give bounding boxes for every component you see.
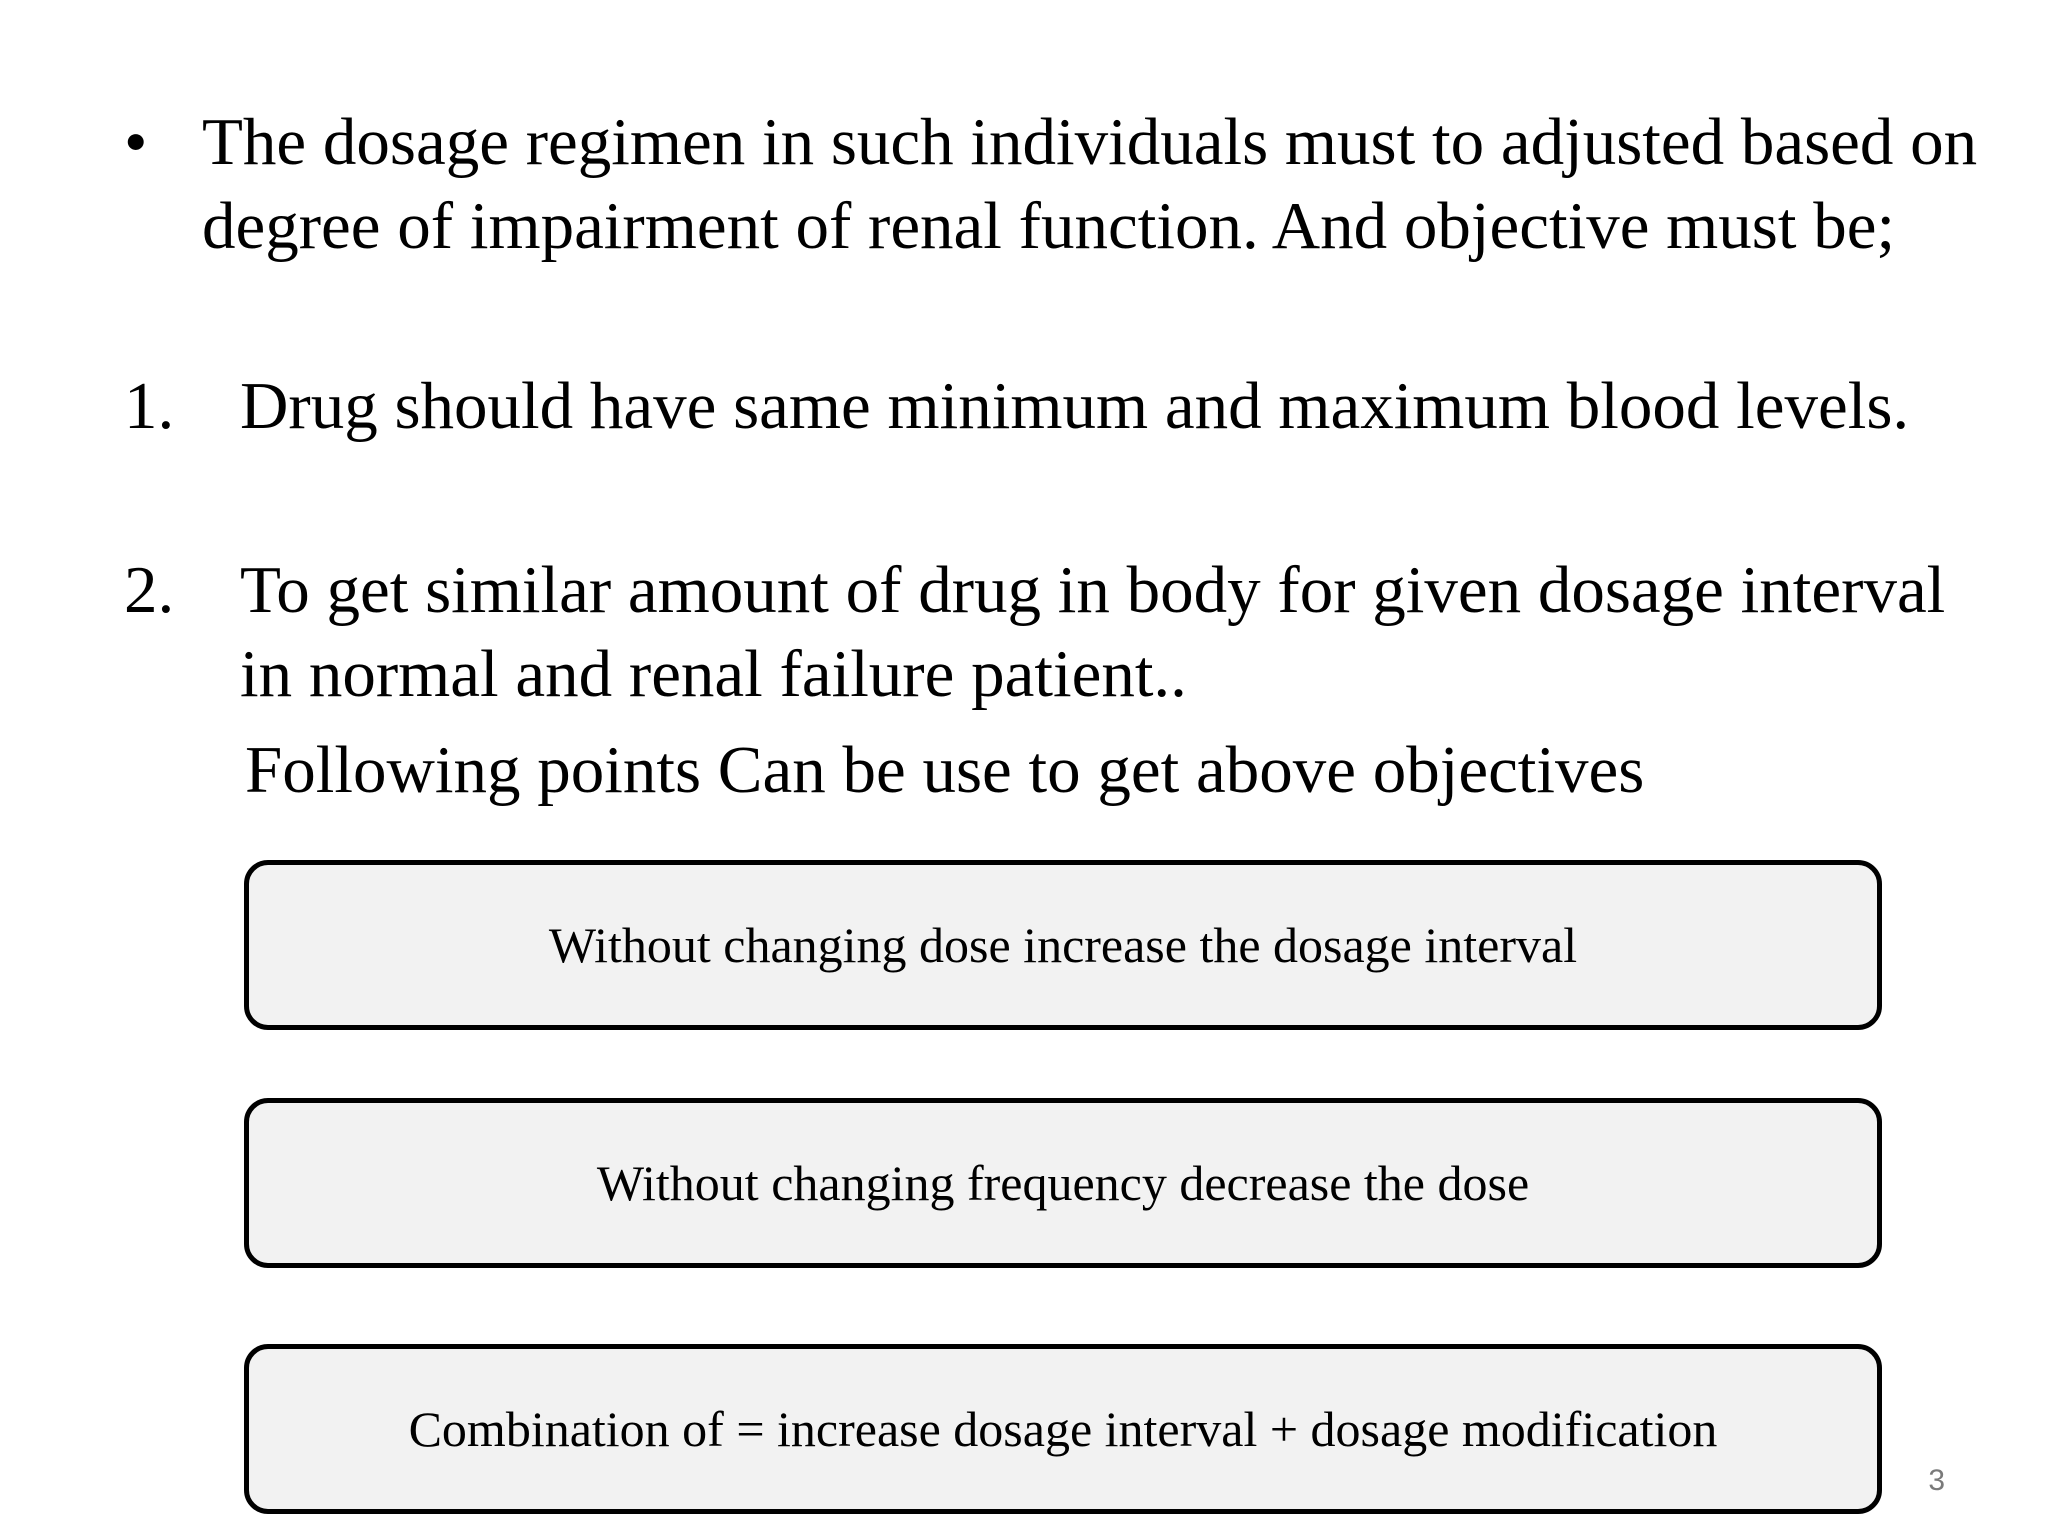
- option-text-2: Without changing frequency decrease the dose: [596, 1155, 1530, 1211]
- option-box-1: [244, 860, 1882, 1030]
- options-intro: Following points Can be use to get above objectives: [245, 733, 1645, 807]
- bullet-paragraph: [124, 100, 1984, 268]
- slide-number: 3: [1928, 1464, 1945, 1497]
- objective-text-1: Drug should have same minimum and maximum blood levels.: [240, 369, 1910, 443]
- objective-item-2: [124, 548, 1984, 716]
- objective-text-2: To get similar amount of drug in body for given dosage interval in normal and renal failure patient..: [240, 553, 1946, 711]
- option-box-3: [244, 1344, 1882, 1514]
- objective-number-2: 2.: [124, 553, 175, 627]
- bullet-marker: •: [124, 105, 148, 179]
- objective-number-1: 1.: [124, 369, 175, 443]
- bullet-text: The dosage regimen in such individuals must to adjusted based on degree of impairment of renal function. And objective must be;: [202, 105, 1978, 263]
- option-text-3: Combination of = increase dosage interval + dosage modification: [408, 1401, 1718, 1457]
- objective-item-1: [124, 364, 1984, 448]
- option-text-1: Without changing dose increase the dosage interval: [548, 917, 1578, 973]
- option-box-2: [244, 1098, 1882, 1268]
